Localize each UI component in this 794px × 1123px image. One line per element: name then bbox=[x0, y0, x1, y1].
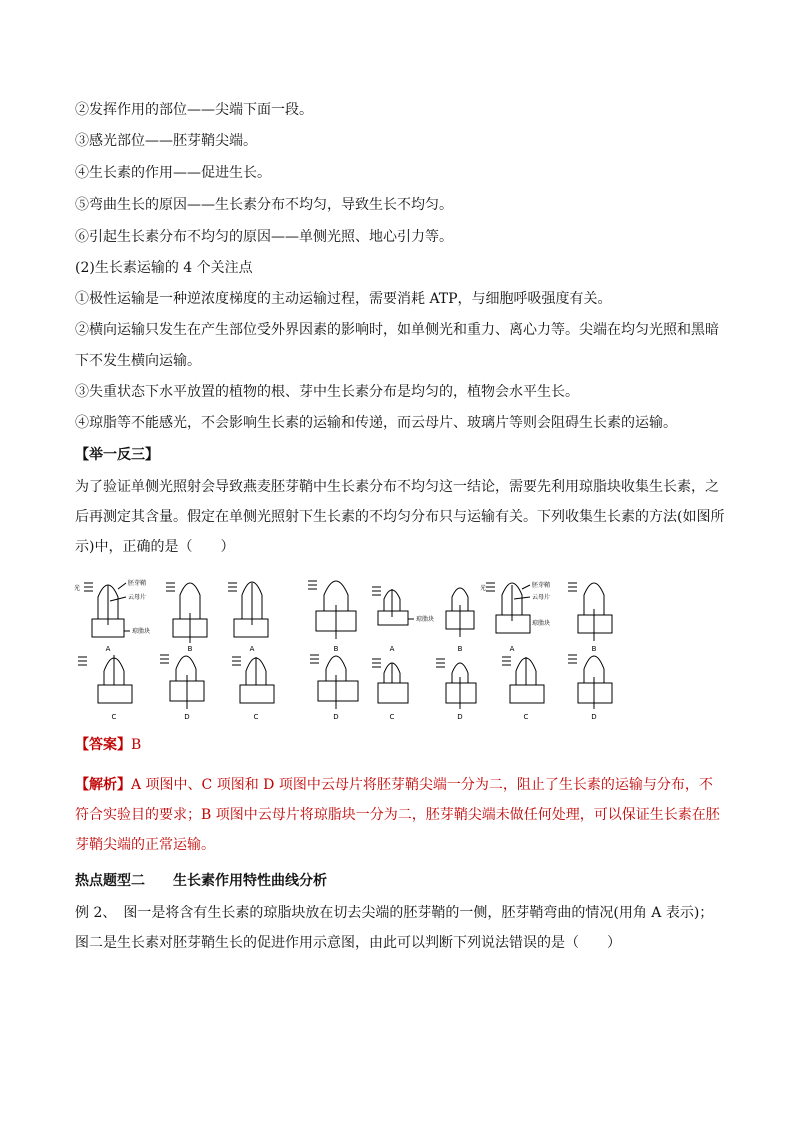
diagram-row2-2 bbox=[160, 655, 204, 709]
section-title: 【举一反三】 bbox=[75, 447, 159, 463]
text-line: ⑤弯曲生长的原因——生长素分布不均匀，导致生长不均匀。 bbox=[75, 197, 453, 213]
text-line: 下不发生横向运输。 bbox=[75, 353, 201, 369]
answer-line bbox=[75, 735, 141, 755]
text-line: ②发挥作用的部位——尖端下面一段。 bbox=[75, 102, 313, 118]
answer-label: 【答案】 bbox=[75, 737, 131, 753]
diagram-row2-7 bbox=[502, 657, 544, 703]
option-letter: C bbox=[111, 713, 117, 721]
collection-method-figure bbox=[70, 575, 620, 725]
text-line: ④生长素的作用——促进生长。 bbox=[75, 165, 271, 181]
option-letter: B bbox=[187, 645, 193, 653]
option-letter: B bbox=[457, 645, 463, 653]
analysis-text bbox=[75, 770, 725, 860]
diagram-row1-7 bbox=[486, 583, 530, 633]
subheading: (2)生长素运输的 4 个关注点 bbox=[75, 260, 253, 276]
analysis-label: 【解析】 bbox=[75, 777, 131, 793]
diagram-row1-8 bbox=[568, 583, 612, 641]
option-letter: A bbox=[249, 645, 255, 653]
diagram-row1-1 bbox=[84, 583, 130, 637]
text-line: ⑥引起生长素分布不均匀的原因——单侧光照、地心引力等。 bbox=[75, 229, 453, 245]
question-text: 为了验证单侧光照射会导致燕麦胚芽鞘中生长素分布不均匀这一结论，需要先利用琼脂块收集生长素，之后再测定其含量。假定在单侧光照射下生长素的不均匀分布只与运输有关。下列收集生长素的方法(如图所示)中，正确的是（ ） bbox=[75, 479, 725, 555]
coleoptile-label: 胚芽鞘 bbox=[128, 580, 147, 587]
mica-label: 云母片 bbox=[532, 594, 551, 601]
option-letter: A bbox=[509, 645, 515, 653]
diagram-row2-3 bbox=[232, 657, 274, 703]
hot-topic-heading bbox=[75, 871, 327, 891]
option-letter: D bbox=[591, 713, 597, 721]
option-letter: D bbox=[457, 713, 463, 721]
option-letter: D bbox=[184, 713, 190, 721]
hot-topic-title: 生长素作用特性曲线分析 bbox=[173, 873, 327, 889]
mica-label: 云母片 bbox=[128, 594, 147, 601]
text-line: ②横向运输只发生在产生部位受外界因素的影响时，如单侧光和重力、离心力等。尖端在均匀光照和黑暗 bbox=[75, 322, 719, 338]
analysis-body: A 项图中、C 项图和 D 项图中云母片将胚芽鞘尖端一分为二，阻止了生长素的运输与分布，不符合实验目的要求；B 项图中云母片将琼脂块一分为二，胚芽鞘尖端未做任何处理，可以保证生长素在胚芽鞘尖端的正常运输。 bbox=[75, 777, 720, 853]
option-letter: B bbox=[591, 645, 597, 653]
option-letter: A bbox=[389, 645, 395, 653]
diagram-row2-4 bbox=[310, 655, 358, 709]
option-letter: C bbox=[523, 713, 529, 721]
text-line: ③失重状态下水平放置的植物的根、芽中生长素分布是均匀的，植物会水平生长。 bbox=[75, 384, 579, 400]
text-line: ③感光部位——胚芽鞘尖端。 bbox=[75, 133, 257, 149]
agar-label: 琼脂块 bbox=[132, 628, 151, 635]
option-letter: D bbox=[333, 713, 339, 721]
light-label: 光 bbox=[480, 585, 487, 592]
coleoptile-label: 胚芽鞘 bbox=[532, 582, 551, 589]
diagram-row1-3 bbox=[228, 582, 268, 637]
option-letter: A bbox=[105, 645, 111, 653]
text-line: ①极性运输是一种逆浓度梯度的主动运输过程，需要消耗 ATP，与细胞呼吸强度有关。 bbox=[75, 291, 612, 307]
agar-label: 琼脂块 bbox=[532, 620, 551, 627]
text-line: ④琼脂等不能感光，不会影响生长素的运输和传递，而云母片、玻璃片等则会阻碍生长素的运输。 bbox=[75, 415, 677, 431]
diagram-row1-5 bbox=[372, 587, 414, 625]
agar-label: 琼脂块 bbox=[416, 616, 435, 623]
diagram-row2-5 bbox=[372, 659, 408, 703]
option-letter: C bbox=[253, 713, 259, 721]
diagram-row1-6 bbox=[446, 588, 474, 637]
diagram-row2-6 bbox=[436, 659, 476, 709]
answer-value: B bbox=[131, 737, 142, 753]
hot-topic-label: 热点题型二 bbox=[75, 873, 145, 889]
diagram-row1-2 bbox=[166, 583, 207, 643]
option-letter: C bbox=[389, 713, 395, 721]
example-2-text: 例 2、 图一是将含有生长素的琼脂块放在切去尖端的胚芽鞘的一侧，胚芽鞘弯曲的情况(用角 A 表示)；图二是生长素对胚芽鞘生长的促进作用示意图，由此可以判断下列说法错误的是（ ） bbox=[75, 905, 714, 951]
option-letter: B bbox=[333, 645, 339, 653]
diagram-row2-1 bbox=[78, 655, 132, 703]
diagram-row1-4 bbox=[308, 581, 356, 639]
diagram-row2-8 bbox=[568, 655, 612, 709]
light-label: 光 bbox=[74, 585, 81, 592]
